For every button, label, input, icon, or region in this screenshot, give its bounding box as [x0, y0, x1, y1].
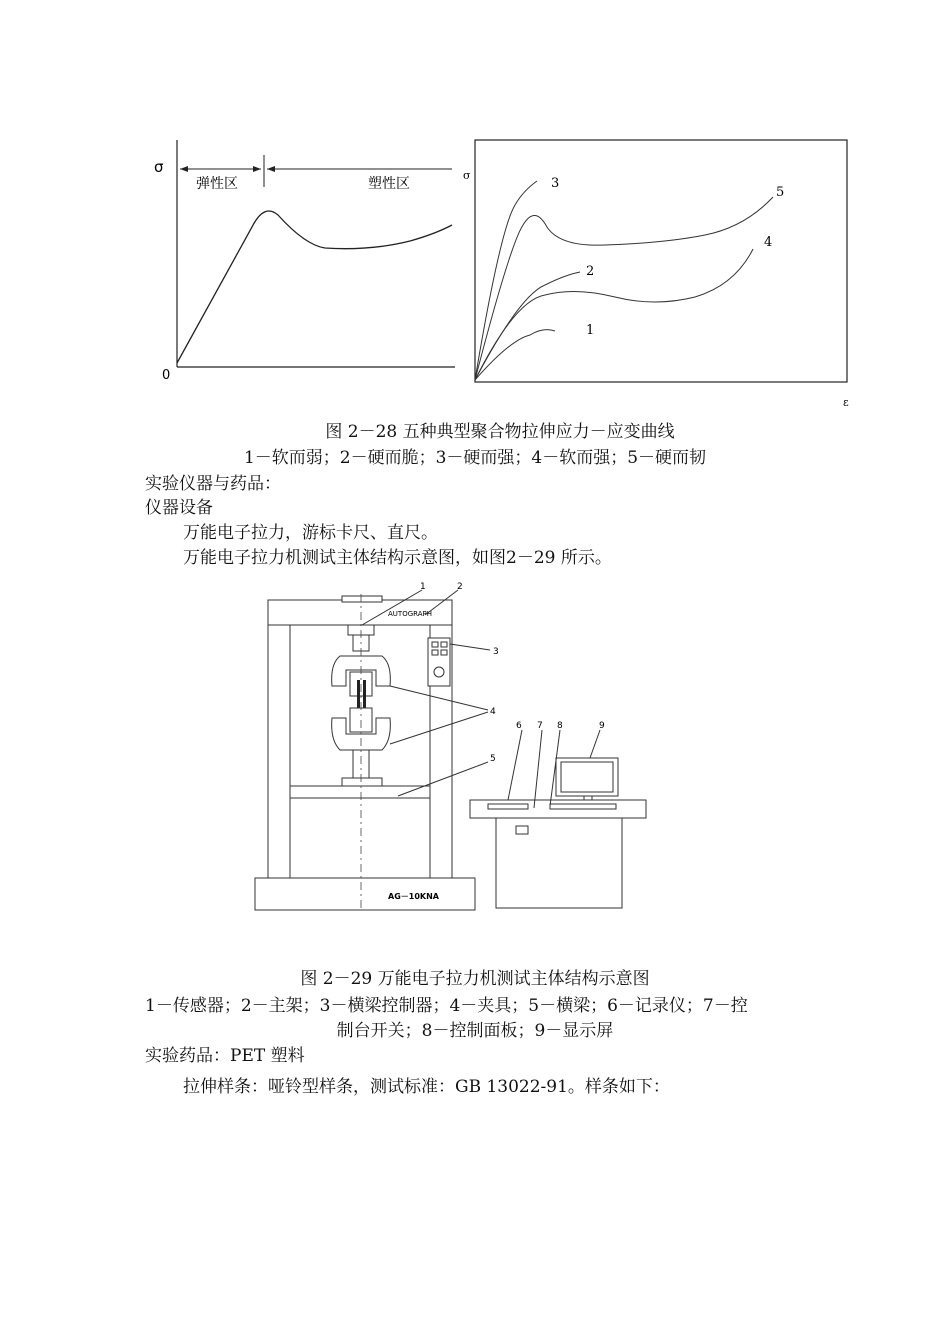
fig29-legend-line1: 1－传感器；2－主架；3－横梁控制器；4－夹具；5－横梁；6－记录仪；7－控: [145, 996, 748, 1016]
reagents-line: 实验药品：PET 塑料: [145, 1046, 305, 1066]
curve-label-5: 5: [776, 185, 785, 200]
paragraph-2: 万能电子拉力机测试主体结构示意图，如图2－29 所示。: [183, 548, 612, 568]
elastic-region-label: 弹性区: [196, 176, 238, 192]
callout-6: 6: [516, 721, 522, 731]
five-curves-diagram: [455, 135, 865, 410]
curve-label-2: 2: [586, 264, 595, 279]
tensile-machine-diagram: [250, 578, 660, 918]
callout-9: 9: [599, 721, 605, 731]
elastic-plastic-diagram: [140, 135, 460, 385]
fig28-legend: 1－软而弱；2－硬而脆；3－硬而强；4－软而强；5－硬而韧: [243, 448, 707, 468]
curve-label-3: 3: [551, 176, 560, 191]
left-sigma-label: σ: [154, 158, 164, 176]
right-sigma-label: σ: [463, 169, 471, 182]
callout-2: 2: [457, 582, 463, 592]
section-heading: 实验仪器与药品：: [145, 474, 281, 494]
fig29-legend-line2: 制台开关；8－控制面板；9－显示屏: [336, 1021, 614, 1041]
model-label: AG－10KNA: [388, 892, 439, 901]
fig28-caption: 图 2－28 五种典型聚合物拉伸应力－应变曲线: [325, 422, 675, 442]
curve-label-4: 4: [764, 235, 773, 250]
curve-label-1: 1: [586, 323, 595, 338]
callout-4: 4: [490, 707, 496, 717]
callout-1: 1: [420, 582, 426, 592]
specimen-line: 拉伸样条：哑铃型样条，测试标准：GB 13022-91。样条如下：: [183, 1077, 670, 1097]
subheading: 仪器设备: [145, 498, 213, 518]
right-epsilon-label: ε: [843, 396, 849, 409]
callout-7: 7: [537, 721, 543, 731]
callout-3: 3: [493, 647, 499, 657]
plastic-region-label: 塑性区: [368, 176, 410, 192]
callout-5: 5: [490, 754, 496, 764]
paragraph-1: 万能电子拉力，游标卡尺、直尺。: [183, 523, 438, 543]
callout-8: 8: [557, 721, 563, 731]
left-origin-label: 0: [162, 368, 171, 383]
autograph-label: AUTOGRAPH: [388, 610, 432, 618]
fig29-caption: 图 2－29 万能电子拉力机测试主体结构示意图: [300, 969, 650, 989]
